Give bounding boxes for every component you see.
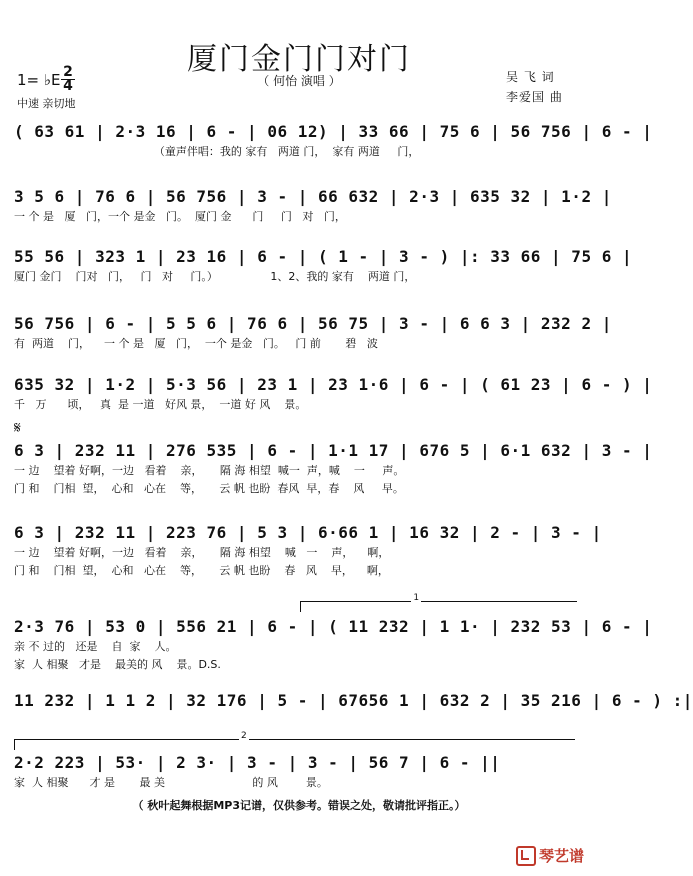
volta-number-2: 2 — [241, 731, 247, 741]
notation-row: 2·3 76 | 53 0 | 556 21 | 6 - | ( 11 232 | 1 1· | 232 53 | 6 - | — [14, 617, 653, 636]
segno-sign: 𝄋 — [14, 418, 21, 437]
score-line — [14, 752, 580, 792]
score-line — [14, 440, 653, 498]
song-title: 厦门金门门对门 — [187, 42, 411, 77]
lyric-row: 有 两道 门， 一 个 是 厦 门， 一个 是金 门。 门 前 碧 波 — [14, 337, 378, 350]
lyric-row: （童声伴唱：我的 家有 两道 门， 家有 两道 门， — [14, 145, 420, 158]
key-signature: 1= ♭E — [17, 71, 61, 89]
score-line — [14, 186, 612, 226]
score-line — [14, 522, 602, 580]
lyric-row: 厦门 金门 门对 门， 门 对 门。） 1、2、我的 家有 两道 门， — [14, 270, 416, 283]
score-line — [14, 690, 693, 730]
composer-credit: 李爱国 曲 — [506, 90, 563, 104]
volta-bracket-2 — [14, 731, 575, 750]
lyric-row: 一 个 是 厦 门，一个 是金 门。 厦门 金 门 门 对 门， — [14, 210, 346, 223]
score-line — [14, 246, 633, 286]
volta-bracket-1 — [300, 593, 577, 612]
notation-row: 635 32 | 1·2 | 5·3 56 | 23 1 | 23 1·6 | 6 - | ( 61 23 | 6 - ) | — [14, 375, 653, 394]
time-signature-bottom: 4 — [61, 79, 75, 93]
notation-row: 56 756 | 6 - | 5 5 6 | 76 6 | 56 75 | 3 - | 6 6 3 | 232 2 | — [14, 314, 612, 333]
score-line — [14, 313, 612, 353]
tempo-marking: 中速 亲切地 — [17, 97, 76, 110]
volta-number-1: 1 — [413, 593, 420, 603]
lyric-row: 亲 不 过的 还是 自 家 人。 — [14, 640, 177, 653]
lyric-row: 千 万 顷， 真 是 一道 好风 景， 一道 好 风 景。 — [14, 398, 307, 411]
notation-row: ( 63 61 | 2·3 16 | 6 - | 06 12) | 33 66 | 75 6 | 56 756 | 6 - | — [14, 122, 653, 141]
footnote: （ 秋叶起舞根据MP3记谱，仅供参考。错误之处，敬请批评指正。） — [132, 799, 466, 812]
lyric-row: 一 边 望着 好啊，一边 看着 亲， 隔 海 相望 喊一 声，喊 一 声。 — [14, 464, 405, 477]
time-signature — [61, 66, 75, 93]
score-line — [14, 374, 653, 414]
lyric-row: 门 和 门相 望， 心和 心在 等， 云 帆 也盼 春 风 早， 啊， — [14, 564, 389, 577]
lyric-row: 一 边 望着 好啊，一边 看着 亲， 隔 海 相望 喊 一 声， 啊， — [14, 546, 390, 559]
singer-credit: （ 何怡 演唱 ） — [257, 74, 341, 88]
watermark-logo — [516, 845, 584, 867]
notation-row: 6 3 | 232 11 | 223 76 | 5 3 | 6·66 1 | 16 32 | 2 - | 3 - | — [14, 523, 602, 542]
watermark-text: 琴艺谱 — [538, 846, 584, 865]
notation-row: 3 5 6 | 76 6 | 56 756 | 3 - | 66 632 | 2·3 | 635 32 | 1·2 | — [14, 187, 612, 206]
notation-row: 6 3 | 232 11 | 276 535 | 6 - | 1·1 17 | 676 5 | 6·1 632 | 3 - | — [14, 441, 653, 460]
lyric-row: 门 和 门相 望， 心和 心在 等， 云 帆 也盼 春风 早，春 风 早。 — [14, 482, 404, 495]
notation-row: 2·2 223 | 53· | 2 3· | 3 - | 3 - | 56 7 | 6 - || — [14, 753, 501, 772]
score-line — [14, 121, 653, 161]
lyricist-credit: 吴 飞 词 — [506, 70, 555, 84]
notation-row: 11 232 | 1 1 2 | 32 176 | 5 - | 67656 1 | 632 2 | 35 216 | 6 - ) :| — [14, 691, 693, 710]
score-line — [14, 616, 653, 674]
music-note-logo-icon — [516, 846, 536, 866]
lyric-row — [14, 712, 580, 730]
lyric-row: 家 人 相聚 才是 最美的 风 景。D.S. — [14, 658, 221, 671]
time-signature-top: 2 — [63, 64, 73, 80]
notation-row: 55 56 | 323 1 | 23 16 | 6 - | ( 1 - | 3 - ) |: 33 66 | 75 6 | — [14, 247, 633, 266]
lyric-row: 家 人 相聚 才 是 最 美 的 风 景。 — [14, 776, 328, 789]
